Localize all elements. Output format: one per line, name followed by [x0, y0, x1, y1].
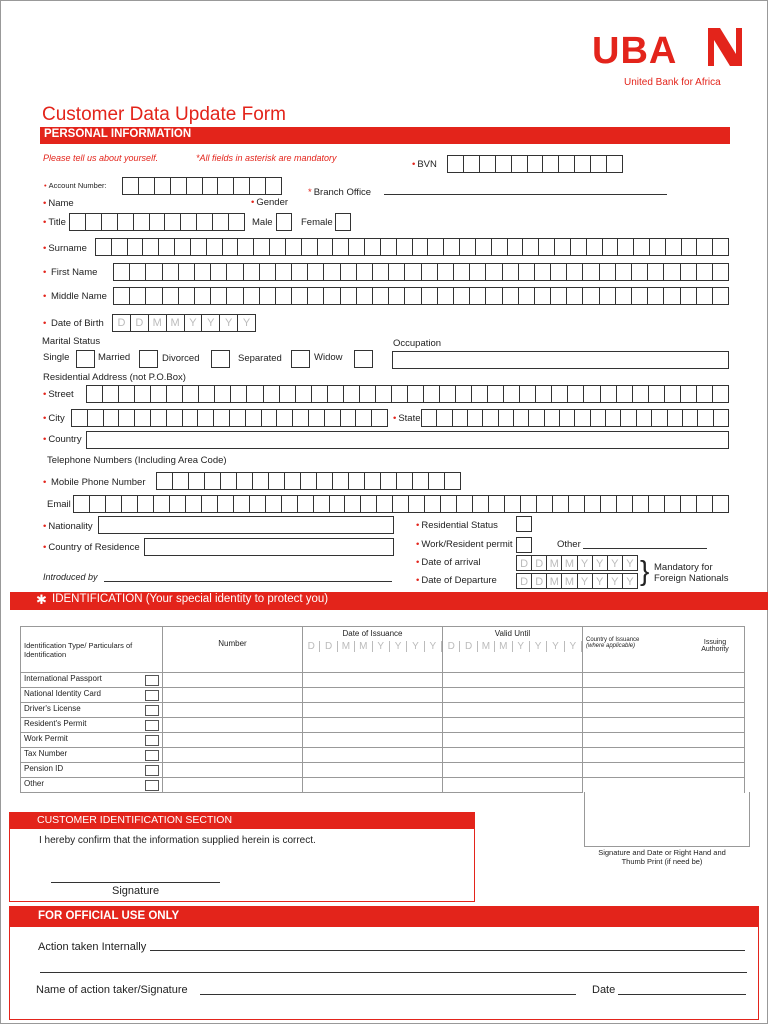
- country-input[interactable]: [86, 431, 729, 449]
- id-number-cell[interactable]: [163, 748, 303, 763]
- id-number-cell[interactable]: [163, 778, 303, 793]
- intro-text: Please tell us about yourself.: [43, 153, 159, 163]
- first-name-label: • First Name: [43, 267, 98, 278]
- marital-single-label: Single: [43, 352, 70, 363]
- work-permit-label: • Work/Resident permit: [416, 539, 513, 550]
- female-checkbox[interactable]: [335, 213, 351, 231]
- customer-id-header-label: CUSTOMER IDENTIFICATION SECTION: [37, 814, 233, 826]
- id-country-cell[interactable]: [583, 733, 745, 748]
- male-label: Male: [252, 217, 273, 228]
- action-taken-label: Action taken Internally: [38, 941, 147, 953]
- date-label: Date: [592, 984, 616, 996]
- id-row: [21, 763, 745, 778]
- marital-widow-checkbox[interactable]: [354, 350, 373, 368]
- id-number-cell[interactable]: [163, 718, 303, 733]
- state-label: • State: [393, 413, 421, 424]
- title-label: • Title: [43, 217, 66, 228]
- id-valid-cell[interactable]: [443, 778, 583, 793]
- id-issuance-label: Date of Issuance: [342, 629, 403, 638]
- marital-married-checkbox[interactable]: [139, 350, 158, 368]
- id-valid-cell[interactable]: [443, 718, 583, 733]
- date-departure-label: • Date of Departure: [416, 575, 497, 586]
- middle-name-input[interactable]: [113, 287, 729, 305]
- id-type-label: Other: [24, 779, 45, 788]
- id-type-checkbox[interactable]: [145, 735, 159, 746]
- signature-label: Signature: [112, 885, 160, 897]
- id-type-label: Pension ID: [24, 764, 64, 773]
- other-input[interactable]: [583, 548, 707, 549]
- dob-label: • Date of Birth: [43, 318, 104, 329]
- personal-info-header-label: PERSONAL INFORMATION: [44, 128, 192, 140]
- marital-divorced-label: Divorced: [162, 353, 200, 364]
- nationality-label: • Nationality: [43, 521, 93, 532]
- id-type-label: Work Permit: [24, 734, 68, 743]
- id-type-label: Resident's Permit: [24, 719, 87, 728]
- id-type-label: International Passport: [24, 674, 102, 683]
- personal-info-header: [40, 127, 730, 144]
- marital-single-checkbox[interactable]: [76, 350, 95, 368]
- country-label: • Country: [43, 434, 82, 445]
- identification-header-label: IDENTIFICATION (Your special identity to protect you): [52, 593, 329, 605]
- marital-status-label: Marital Status: [42, 336, 101, 347]
- logo-tagline: United Bank for Africa: [624, 77, 721, 88]
- date-departure-input[interactable]: D D M M Y Y Y Y: [516, 573, 638, 589]
- id-row: [21, 703, 745, 718]
- telephone-label: Telephone Numbers (Including Area Code): [47, 455, 227, 466]
- work-permit-checkbox[interactable]: [516, 537, 532, 553]
- id-number-cell[interactable]: [163, 703, 303, 718]
- uba-logo: [592, 30, 677, 73]
- nationality-input[interactable]: [98, 516, 394, 534]
- id-valid-cell[interactable]: [443, 673, 583, 688]
- id-row: [21, 733, 745, 748]
- date-arrival-label: • Date of arrival: [416, 557, 481, 568]
- signature-thumb-note: Signature and Date or Right Hand and Thumb Print (if need be): [598, 848, 726, 866]
- id-valid-cell[interactable]: [443, 703, 583, 718]
- id-valid-cell[interactable]: [443, 733, 583, 748]
- street-input[interactable]: [86, 385, 729, 403]
- id-type-cell: [21, 703, 163, 718]
- id-col-country: [583, 627, 745, 673]
- account-number-input[interactable]: [122, 177, 282, 195]
- identification-header: [10, 592, 768, 610]
- occupation-label: Occupation: [393, 338, 442, 349]
- introduced-by-input[interactable]: [104, 581, 392, 582]
- id-valid-cell[interactable]: [443, 763, 583, 778]
- surname-label: • Surname: [43, 243, 87, 254]
- id-country-cell[interactable]: [583, 703, 745, 718]
- id-row: [21, 778, 745, 793]
- marital-widow-label: Widow: [314, 352, 343, 363]
- id-number-cell[interactable]: [163, 763, 303, 778]
- id-row: [21, 748, 745, 763]
- marital-married-label: Married: [98, 352, 131, 363]
- first-name-input[interactable]: [113, 263, 729, 281]
- form-title: Customer Data Update Form: [42, 104, 286, 125]
- id-country-cell[interactable]: [583, 688, 745, 703]
- curly-brace-icon: }: [640, 555, 650, 586]
- branch-office-label: * Branch Office: [308, 187, 372, 198]
- id-type-label: Driver's License: [24, 704, 81, 713]
- id-type-cell: [21, 718, 163, 733]
- official-header-label: FOR OFFICIAL USE ONLY: [38, 910, 180, 922]
- email-input[interactable]: [73, 495, 729, 513]
- country-residence-input[interactable]: [144, 538, 394, 556]
- name-label: • Name: [43, 198, 74, 209]
- gender-label: • Gender: [251, 197, 289, 208]
- logo-mark-icon: [700, 24, 746, 70]
- id-number-cell[interactable]: [163, 673, 303, 688]
- id-issuance-cell[interactable]: [303, 688, 443, 703]
- id-issuance-cell[interactable]: [303, 733, 443, 748]
- id-type-checkbox[interactable]: [145, 750, 159, 761]
- marital-divorced-checkbox[interactable]: [211, 350, 230, 368]
- id-valid-label: Valid Until: [494, 629, 531, 638]
- id-row: [21, 673, 745, 688]
- id-col-issuance: [303, 627, 443, 673]
- female-label: Female: [301, 217, 333, 228]
- email-label: Email: [47, 499, 71, 510]
- male-checkbox[interactable]: [276, 213, 292, 231]
- occupation-input[interactable]: [392, 351, 729, 369]
- id-issuance-cell[interactable]: [303, 748, 443, 763]
- street-label: • Street: [43, 389, 74, 400]
- mobile-input[interactable]: [156, 472, 461, 490]
- bvn-input[interactable]: [447, 155, 623, 173]
- introduced-by-label: Introduced by: [43, 572, 98, 582]
- id-type-checkbox[interactable]: [145, 720, 159, 731]
- id-valid-date[interactable]: D D M M Y Y Y Y: [443, 641, 582, 652]
- id-type-checkbox[interactable]: [145, 765, 159, 776]
- id-valid-cell[interactable]: [443, 688, 583, 703]
- asterisk-icon: ✱: [36, 592, 47, 607]
- id-type-checkbox[interactable]: [145, 705, 159, 716]
- id-type-label: Tax Number: [24, 749, 68, 758]
- id-country-label: Country of Issuance: [586, 637, 640, 643]
- action-taken-line[interactable]: [150, 950, 745, 951]
- bvn-label: • BVN: [412, 159, 437, 170]
- foreign-note-line1: Mandatory for: [654, 562, 713, 573]
- mobile-label: • Mobile Phone Number: [43, 477, 146, 488]
- id-country-cell[interactable]: [583, 748, 745, 763]
- surname-input[interactable]: [95, 238, 729, 256]
- official-header: [9, 906, 759, 927]
- action-taker-label: Name of action taker/Signature: [36, 984, 188, 996]
- signature-line[interactable]: [51, 882, 220, 883]
- middle-name-label: • Middle Name: [43, 291, 107, 302]
- date-arrival-input[interactable]: D D M M Y Y Y Y: [516, 555, 638, 571]
- id-type-checkbox[interactable]: [145, 675, 159, 686]
- id-country-cell[interactable]: [583, 673, 745, 688]
- city-input[interactable]: [71, 409, 388, 427]
- id-type-cell: [21, 763, 163, 778]
- dob-input[interactable]: D D M M Y Y Y Y: [112, 314, 256, 332]
- id-valid-cell[interactable]: [443, 748, 583, 763]
- id-number-cell[interactable]: [163, 688, 303, 703]
- state-input[interactable]: [421, 409, 729, 427]
- marital-separated-checkbox[interactable]: [291, 350, 310, 368]
- id-country-cell[interactable]: [583, 778, 745, 793]
- date-line[interactable]: [618, 994, 746, 995]
- signature-thumb-box[interactable]: [584, 792, 750, 847]
- foreign-note-line2: Foreign Nationals: [654, 573, 729, 584]
- id-type-cell: [21, 688, 163, 703]
- id-type-cell: [21, 748, 163, 763]
- mandatory-note: *All fields in asterisk are mandatory: [196, 153, 337, 163]
- id-type-checkbox[interactable]: [145, 690, 159, 701]
- id-type-cell: [21, 733, 163, 748]
- marital-separated-label: Separated: [238, 353, 282, 364]
- id-type-label: National Identity Card: [24, 689, 101, 698]
- id-type-cell: [21, 673, 163, 688]
- logo-text: UBA: [592, 30, 678, 72]
- action-taker-line[interactable]: [200, 994, 576, 995]
- id-type-checkbox[interactable]: [145, 780, 159, 791]
- id-number-cell[interactable]: [163, 733, 303, 748]
- id-country-cell[interactable]: [583, 763, 745, 778]
- id-col-number: Number: [163, 627, 303, 673]
- title-input[interactable]: [69, 213, 245, 231]
- id-issuance-cell[interactable]: [303, 763, 443, 778]
- id-col-valid: [443, 627, 583, 673]
- confirm-text: I hereby confirm that the information supplied herein is correct.: [39, 835, 316, 846]
- customer-id-header: [9, 812, 475, 829]
- identification-table: [20, 626, 745, 793]
- residential-status-label: • Residential Status: [416, 520, 498, 531]
- id-issuance-cell[interactable]: [303, 673, 443, 688]
- id-issuance-date[interactable]: D D M M Y Y Y Y: [303, 641, 442, 652]
- id-row: [21, 718, 745, 733]
- id-col-type: Identification Type/ Particulars of Identification: [21, 627, 163, 673]
- id-country-sub: (where applicable): [586, 643, 636, 649]
- action-taken-line-2[interactable]: [40, 972, 747, 973]
- id-country-cell[interactable]: [583, 718, 745, 733]
- other-label: Other: [557, 539, 581, 550]
- city-label: • City: [43, 413, 65, 424]
- id-authority-label: Issuing Authority: [701, 639, 729, 653]
- country-residence-label: • Country of Residence: [43, 542, 140, 553]
- account-number-label: • Account Number:: [44, 181, 107, 190]
- id-issuance-cell[interactable]: [303, 703, 443, 718]
- id-issuance-cell[interactable]: [303, 778, 443, 793]
- residential-status-checkbox[interactable]: [516, 516, 532, 532]
- residential-address-label: Residential Address (not P.O.Box): [43, 372, 186, 383]
- id-type-cell: [21, 778, 163, 793]
- id-issuance-cell[interactable]: [303, 718, 443, 733]
- branch-office-input[interactable]: [384, 194, 667, 195]
- id-row: [21, 688, 745, 703]
